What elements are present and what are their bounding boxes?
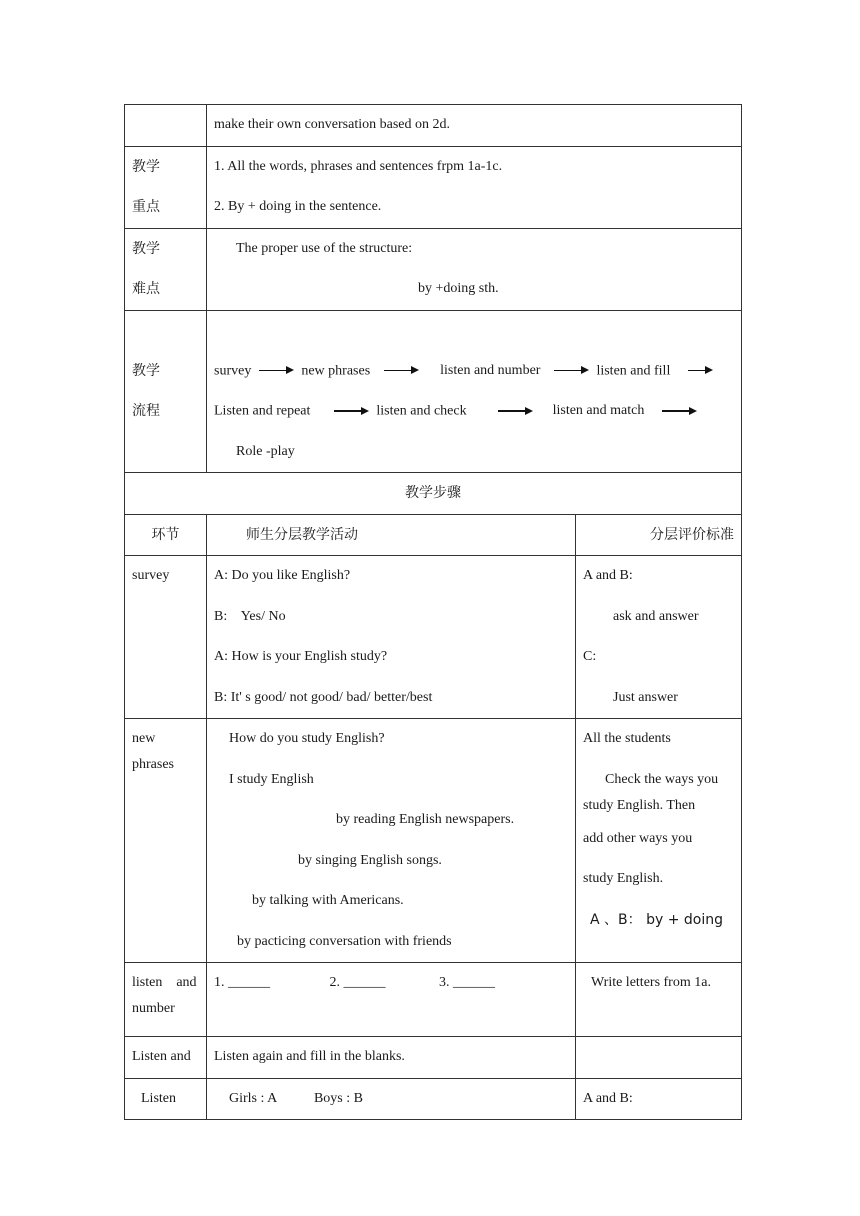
right-arrow-icon	[498, 391, 533, 432]
girls-label: Girls : A	[229, 1090, 277, 1106]
intro-text: make their own conversation based on 2d.	[214, 117, 450, 132]
phrases-criteria-2: Check the ways you	[605, 771, 719, 787]
focus-line-2: 2. By + doing in the sentence.	[214, 199, 382, 214]
new-phrases-row	[125, 719, 742, 963]
column-criteria: 分层评价标准	[650, 526, 734, 543]
phrase-line-6: by pacticing conversation with friends	[237, 933, 452, 949]
survey-criteria-1: A and B:	[583, 568, 633, 583]
intro-row	[125, 105, 742, 147]
listen-last-stage: Listen	[141, 1090, 176, 1106]
flow-survey: survey	[214, 362, 252, 378]
steps-header-row	[125, 473, 742, 515]
difficulty-row	[125, 228, 742, 310]
listen-last-row	[125, 1078, 742, 1120]
difficulty-line-2: by +doing sth.	[418, 281, 499, 296]
process-label-1: 教学	[132, 362, 160, 379]
column-stage: 环节	[151, 526, 180, 543]
process-row	[125, 310, 742, 473]
listen-last-criteria: A and B:	[583, 1090, 633, 1106]
flow-listen-check: listen and check	[376, 403, 467, 419]
difficulty-line-1: The proper use of the structure:	[236, 240, 413, 256]
listen-number-stage-2: number	[132, 1001, 175, 1016]
right-arrow-icon	[554, 351, 589, 392]
focus-line-1: 1. All the words, phrases and sentences frpm 1a-1c.	[214, 158, 503, 174]
listen-fill-row	[125, 1037, 742, 1079]
phrases-criteria-3: study English. Then	[583, 797, 696, 813]
right-arrow-icon	[384, 351, 419, 392]
listen-number-criteria: Write letters from 1a.	[591, 975, 711, 990]
column-activity: 师生分层教学活动	[246, 526, 358, 543]
flow-listen-fill: listen and fill	[596, 362, 671, 378]
survey-criteria-2: ask and answer	[613, 608, 699, 624]
listen-number-row	[125, 963, 742, 1037]
flow-role-play: Role -play	[236, 443, 295, 459]
phrase-line-4: by singing English songs.	[298, 852, 442, 868]
phrase-line-3: by reading English newspapers.	[336, 812, 515, 827]
right-arrow-icon	[259, 351, 294, 392]
phrase-line-2: I study English	[229, 771, 314, 787]
survey-row	[125, 556, 742, 719]
listen-number-stage-1: listen and	[132, 975, 197, 990]
survey-criteria-4: Just answer	[613, 689, 678, 705]
blank-1: 1. ______	[214, 975, 270, 990]
difficulty-label-1: 教学	[132, 240, 160, 257]
listen-number-blanks	[214, 963, 568, 1004]
right-arrow-icon	[334, 391, 369, 432]
process-flow-row-1	[214, 351, 734, 392]
difficulty-label-2: 难点	[132, 281, 160, 297]
survey-line-3: A: How is your English study?	[214, 649, 388, 664]
phrases-criteria-4: add other ways you	[583, 830, 693, 846]
survey-line-4: B: It' s good/ not good/ bad/ better/best	[214, 689, 433, 705]
flow-listen-repeat: Listen and repeat	[214, 403, 311, 419]
phrases-criteria-6: A 、B： by + doing	[590, 911, 723, 928]
right-arrow-icon	[662, 391, 697, 432]
focus-row	[125, 146, 742, 228]
steps-header: 教学步骤	[405, 485, 461, 501]
flow-listen-match: listen and match	[552, 403, 645, 419]
new-phrases-stage-1: new	[132, 731, 156, 746]
lesson-plan-table	[124, 104, 742, 1120]
blank-3: 3. ______	[439, 975, 495, 990]
phrases-criteria-5: study English.	[583, 871, 664, 886]
survey-line-2: B: Yes/ No	[214, 608, 286, 624]
phrase-line-5: by talking with Americans.	[252, 893, 404, 908]
listen-fill-activity: Listen again and fill in the blanks.	[214, 1049, 405, 1064]
focus-label-1: 教学	[132, 158, 160, 175]
flow-new-phrases: new phrases	[301, 362, 371, 378]
focus-label-2: 重点	[132, 199, 160, 215]
columns-row	[125, 514, 742, 556]
process-flow-row-2	[214, 391, 734, 432]
flow-listen-number: listen and number	[440, 362, 541, 378]
process-label-2: 流程	[132, 403, 160, 419]
survey-criteria-3: C:	[583, 649, 597, 664]
blank-2: 2. ______	[329, 975, 386, 990]
listen-fill-stage: Listen and	[132, 1049, 191, 1064]
boys-label: Boys : B	[313, 1090, 363, 1106]
phrase-line-1: How do you study English?	[229, 731, 385, 746]
new-phrases-stage-2: phrases	[132, 757, 174, 772]
right-arrow-icon	[688, 351, 713, 392]
survey-line-1: A: Do you like English?	[214, 568, 351, 583]
phrases-criteria-1: All the students	[583, 731, 671, 746]
survey-stage: survey	[132, 568, 170, 583]
